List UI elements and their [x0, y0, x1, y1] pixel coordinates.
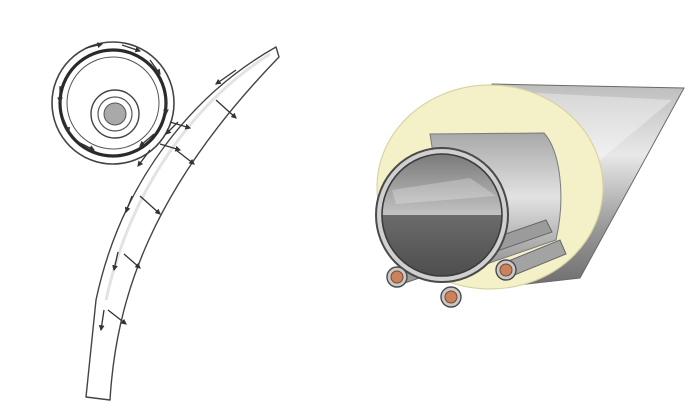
left-panel — [52, 42, 279, 400]
tracer-line-end — [387, 267, 407, 287]
tracer-line-end — [496, 260, 516, 280]
hub-core — [104, 103, 126, 125]
carrier-pipe-bore — [382, 154, 502, 276]
tracer-line-end — [441, 287, 461, 307]
right-panel — [376, 84, 684, 307]
